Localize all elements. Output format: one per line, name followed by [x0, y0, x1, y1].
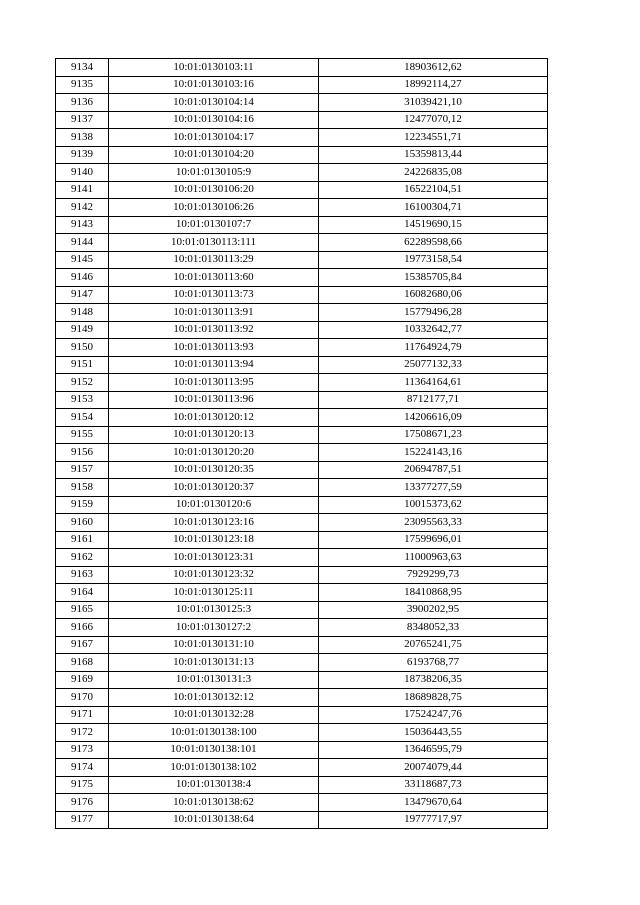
- cadastral-number-cell: 10:01:0130113:73: [109, 286, 319, 304]
- table-row: [56, 724, 548, 742]
- cadastral-number-cell: 10:01:0130113:29: [109, 251, 319, 269]
- row-number-cell: 9164: [56, 584, 109, 602]
- value-cell: 23095563,33: [319, 514, 548, 532]
- table-row: [56, 706, 548, 724]
- row-number-cell: 9140: [56, 164, 109, 182]
- table-row: [56, 741, 548, 759]
- row-number-cell: 9162: [56, 549, 109, 567]
- value-cell: 12477070,12: [319, 111, 548, 129]
- cadastral-number-cell: 10:01:0130132:28: [109, 706, 319, 724]
- value-cell: 12234551,71: [319, 129, 548, 147]
- value-cell: 19773158,54: [319, 251, 548, 269]
- row-number-cell: 9175: [56, 776, 109, 794]
- row-number-cell: 9170: [56, 689, 109, 707]
- table-row: [56, 321, 548, 339]
- value-cell: 17508671,23: [319, 426, 548, 444]
- table-row: [56, 339, 548, 357]
- row-number-cell: 9141: [56, 181, 109, 199]
- value-cell: 13646595,79: [319, 741, 548, 759]
- cadastral-number-cell: 10:01:0130107:7: [109, 216, 319, 234]
- cadastral-number-cell: 10:01:0130113:91: [109, 304, 319, 322]
- row-number-cell: 9149: [56, 321, 109, 339]
- row-number-cell: 9154: [56, 409, 109, 427]
- value-cell: 15385705,84: [319, 269, 548, 287]
- value-cell: 20765241,75: [319, 636, 548, 654]
- row-number-cell: 9139: [56, 146, 109, 164]
- value-cell: 19777717,97: [319, 811, 548, 829]
- row-number-cell: 9168: [56, 654, 109, 672]
- table-row: [56, 689, 548, 707]
- table-row: [56, 636, 548, 654]
- cadastral-number-cell: 10:01:0130113:95: [109, 374, 319, 392]
- value-cell: 11364164,61: [319, 374, 548, 392]
- value-cell: 20694787,51: [319, 461, 548, 479]
- cadastral-number-cell: 10:01:0130113:60: [109, 269, 319, 287]
- value-cell: 15779496,28: [319, 304, 548, 322]
- row-number-cell: 9153: [56, 391, 109, 409]
- value-cell: 10015373,62: [319, 496, 548, 514]
- cadastral-number-cell: 10:01:0130131:10: [109, 636, 319, 654]
- cadastral-number-cell: 10:01:0130113:93: [109, 339, 319, 357]
- value-cell: 11000963,63: [319, 549, 548, 567]
- table-row: [56, 776, 548, 794]
- cadastral-number-cell: 10:01:0130132:12: [109, 689, 319, 707]
- value-cell: 18689828,75: [319, 689, 548, 707]
- cadastral-number-cell: 10:01:0130113:92: [109, 321, 319, 339]
- cadastral-number-cell: 10:01:0130113:96: [109, 391, 319, 409]
- row-number-cell: 9166: [56, 619, 109, 637]
- value-cell: 16100304,71: [319, 199, 548, 217]
- row-number-cell: 9156: [56, 444, 109, 462]
- value-cell: 15036443,55: [319, 724, 548, 742]
- cadastral-number-cell: 10:01:0130131:3: [109, 671, 319, 689]
- cadastral-number-cell: 10:01:0130125:3: [109, 601, 319, 619]
- table-row: [56, 356, 548, 374]
- table-row: [56, 479, 548, 497]
- cadastral-number-cell: 10:01:0130104:17: [109, 129, 319, 147]
- table-row: [56, 426, 548, 444]
- value-cell: 7929299,73: [319, 566, 548, 584]
- value-cell: 13377277,59: [319, 479, 548, 497]
- cadastral-number-cell: 10:01:0130123:32: [109, 566, 319, 584]
- cadastral-number-cell: 10:01:0130138:101: [109, 741, 319, 759]
- table-row: [56, 111, 548, 129]
- value-cell: 8712177,71: [319, 391, 548, 409]
- cadastral-number-cell: 10:01:0130131:13: [109, 654, 319, 672]
- table-row: [56, 514, 548, 532]
- row-number-cell: 9134: [56, 59, 109, 77]
- row-number-cell: 9148: [56, 304, 109, 322]
- cadastral-number-cell: 10:01:0130105:9: [109, 164, 319, 182]
- row-number-cell: 9169: [56, 671, 109, 689]
- cadastral-number-cell: 10:01:0130138:100: [109, 724, 319, 742]
- cadastral-number-cell: 10:01:0130123:31: [109, 549, 319, 567]
- table-body: [56, 59, 548, 829]
- table-row: [56, 461, 548, 479]
- cadastral-number-cell: 10:01:0130104:14: [109, 94, 319, 112]
- table-row: [56, 94, 548, 112]
- table-row: [56, 566, 548, 584]
- table-row: [56, 199, 548, 217]
- cadastral-number-cell: 10:01:0130123:16: [109, 514, 319, 532]
- value-cell: 31039421,10: [319, 94, 548, 112]
- row-number-cell: 9157: [56, 461, 109, 479]
- value-cell: 3900202,95: [319, 601, 548, 619]
- row-number-cell: 9155: [56, 426, 109, 444]
- row-number-cell: 9177: [56, 811, 109, 829]
- row-number-cell: 9174: [56, 759, 109, 777]
- row-number-cell: 9176: [56, 794, 109, 812]
- cadastral-number-cell: 10:01:0130104:20: [109, 146, 319, 164]
- value-cell: 20074079,44: [319, 759, 548, 777]
- value-cell: 33118687,73: [319, 776, 548, 794]
- table-row: [56, 811, 548, 829]
- table-row: [56, 129, 548, 147]
- row-number-cell: 9173: [56, 741, 109, 759]
- cadastral-number-cell: 10:01:0130138:102: [109, 759, 319, 777]
- table-row: [56, 269, 548, 287]
- cadastral-number-cell: 10:01:0130138:64: [109, 811, 319, 829]
- value-cell: 18992114,27: [319, 76, 548, 94]
- table-row: [56, 181, 548, 199]
- value-cell: 15224143,16: [319, 444, 548, 462]
- row-number-cell: 9152: [56, 374, 109, 392]
- table-row: [56, 496, 548, 514]
- value-cell: 8348052,33: [319, 619, 548, 637]
- cadastral-number-cell: 10:01:0130138:62: [109, 794, 319, 812]
- value-cell: 14519690,15: [319, 216, 548, 234]
- value-cell: 24226835,08: [319, 164, 548, 182]
- cadastral-number-cell: 10:01:0130120:12: [109, 409, 319, 427]
- table-row: [56, 794, 548, 812]
- row-number-cell: 9147: [56, 286, 109, 304]
- cadastral-number-cell: 10:01:0130127:2: [109, 619, 319, 637]
- cadastral-number-cell: 10:01:0130103:16: [109, 76, 319, 94]
- cadastral-number-cell: 10:01:0130104:16: [109, 111, 319, 129]
- table-row: [56, 584, 548, 602]
- row-number-cell: 9161: [56, 531, 109, 549]
- table-row: [56, 671, 548, 689]
- cadastral-number-cell: 10:01:0130123:18: [109, 531, 319, 549]
- cadastral-number-cell: 10:01:0130106:26: [109, 199, 319, 217]
- row-number-cell: 9167: [56, 636, 109, 654]
- table-row: [56, 146, 548, 164]
- row-number-cell: 9136: [56, 94, 109, 112]
- table-row: [56, 549, 548, 567]
- cadastral-number-cell: 10:01:0130106:20: [109, 181, 319, 199]
- row-number-cell: 9158: [56, 479, 109, 497]
- row-number-cell: 9144: [56, 234, 109, 252]
- table-row: [56, 216, 548, 234]
- value-cell: 62289598,66: [319, 234, 548, 252]
- table-row: [56, 531, 548, 549]
- table-row: [56, 76, 548, 94]
- value-cell: 17524247,76: [319, 706, 548, 724]
- cadastral-number-cell: 10:01:0130120:13: [109, 426, 319, 444]
- table-row: [56, 759, 548, 777]
- row-number-cell: 9151: [56, 356, 109, 374]
- value-cell: 6193768,77: [319, 654, 548, 672]
- cadastral-number-cell: 10:01:0130125:11: [109, 584, 319, 602]
- row-number-cell: 9135: [56, 76, 109, 94]
- table-row: [56, 409, 548, 427]
- value-cell: 10332642,77: [319, 321, 548, 339]
- table-row: [56, 234, 548, 252]
- table-row: [56, 59, 548, 77]
- value-cell: 16522104,51: [319, 181, 548, 199]
- value-cell: 18903612,62: [319, 59, 548, 77]
- value-cell: 15359813,44: [319, 146, 548, 164]
- cadastral-number-cell: 10:01:0130120:6: [109, 496, 319, 514]
- cadastral-number-cell: 10:01:0130138:4: [109, 776, 319, 794]
- table-row: [56, 374, 548, 392]
- row-number-cell: 9137: [56, 111, 109, 129]
- row-number-cell: 9172: [56, 724, 109, 742]
- table-row: [56, 251, 548, 269]
- row-number-cell: 9146: [56, 269, 109, 287]
- row-number-cell: 9165: [56, 601, 109, 619]
- cadastral-number-cell: 10:01:0130120:37: [109, 479, 319, 497]
- row-number-cell: 9163: [56, 566, 109, 584]
- table-row: [56, 601, 548, 619]
- table-row: [56, 286, 548, 304]
- row-number-cell: 9143: [56, 216, 109, 234]
- cadastral-value-table: [55, 58, 548, 829]
- table-row: [56, 444, 548, 462]
- table-row: [56, 391, 548, 409]
- cadastral-number-cell: 10:01:0130113:111: [109, 234, 319, 252]
- value-cell: 14206616,09: [319, 409, 548, 427]
- row-number-cell: 9145: [56, 251, 109, 269]
- table-row: [56, 619, 548, 637]
- value-cell: 18410868,95: [319, 584, 548, 602]
- table-row: [56, 304, 548, 322]
- value-cell: 25077132,33: [319, 356, 548, 374]
- row-number-cell: 9142: [56, 199, 109, 217]
- row-number-cell: 9138: [56, 129, 109, 147]
- cadastral-number-cell: 10:01:0130103:11: [109, 59, 319, 77]
- value-cell: 16082680,06: [319, 286, 548, 304]
- value-cell: 13479670,64: [319, 794, 548, 812]
- table-row: [56, 654, 548, 672]
- cadastral-number-cell: 10:01:0130120:35: [109, 461, 319, 479]
- cadastral-number-cell: 10:01:0130113:94: [109, 356, 319, 374]
- value-cell: 17599696,01: [319, 531, 548, 549]
- row-number-cell: 9150: [56, 339, 109, 357]
- value-cell: 11764924,79: [319, 339, 548, 357]
- cadastral-number-cell: 10:01:0130120:20: [109, 444, 319, 462]
- value-cell: 18738206,35: [319, 671, 548, 689]
- table-row: [56, 164, 548, 182]
- row-number-cell: 9160: [56, 514, 109, 532]
- row-number-cell: 9171: [56, 706, 109, 724]
- row-number-cell: 9159: [56, 496, 109, 514]
